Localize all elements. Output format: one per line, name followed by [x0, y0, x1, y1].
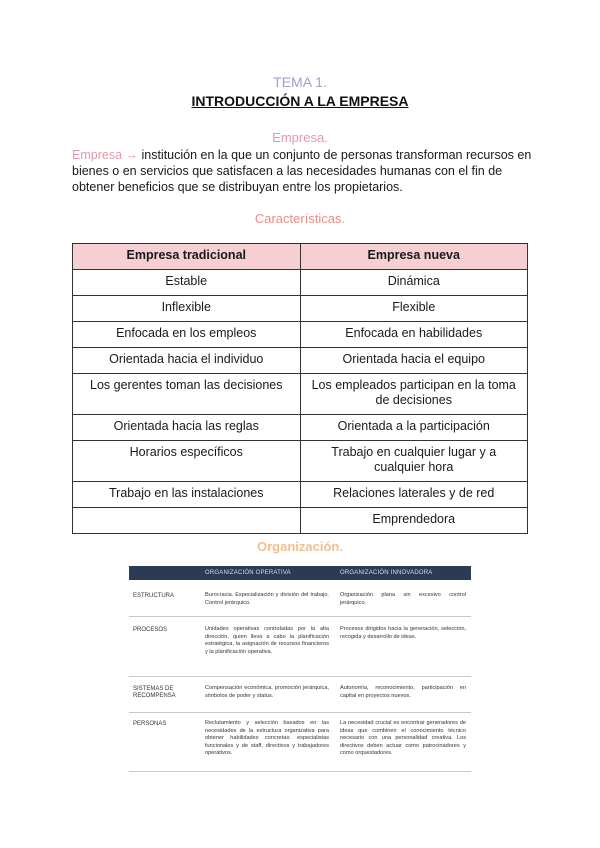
table-row [73, 508, 528, 534]
table-row [73, 296, 528, 322]
table-cell: Inflexible [73, 296, 301, 322]
table-cell: Dinámica [300, 270, 528, 296]
table-header-row [73, 244, 528, 270]
table-cell: Orientada hacia el individuo [73, 348, 301, 374]
empresa-definition [72, 147, 532, 195]
table-cell: Orientada hacia las reglas [73, 415, 301, 441]
table-cell: Enfocada en los empleos [73, 322, 301, 348]
cell-operativa: Unidades operativas controladas por la alta dirección, quien lleva a cabo la planificación estratégica, la asignación de recursos financieros y la planificación operativa. [205, 626, 329, 655]
row-divider [129, 676, 471, 677]
table-cell: Flexible [300, 296, 528, 322]
cell-innovadora: La necesidad crucial es encontrar generadores de ideas que combinen el conocimiento técnico necesario con una personalidad creativa. Los directivos deben actuar como patrocinadores y como orquestadores. [340, 720, 466, 756]
cell-operativa: Reclutamiento y selección basados en las necesidades de la estructura organizativa para obtener habilidades concretas: especialistas funcionales y de staff, directivos y trabajadores operativos. [205, 720, 329, 756]
column-header-nueva: Empresa nueva [300, 244, 528, 270]
empresa-definition-text: institución en la que un conjunto de personas transforman recursos en bienes o en servicios que satisfacen a las necesidades humanas con el fin de obtener beneficios que se distribuyan entre los propietarios. [72, 148, 532, 194]
row-divider [129, 712, 471, 713]
characteristics-table [72, 243, 528, 534]
cell-innovadora: Procesos dirigidos hacia la generación, selección, recogida y desarrollo de ideas. [340, 626, 466, 640]
cell-innovadora: Autonomía, reconocimiento, participación en capital en proyectos nuevos. [340, 685, 466, 699]
row-label-estructura: ESTRUCTURA [133, 593, 175, 599]
table-cell: Los gerentes toman las decisiones [73, 374, 301, 415]
table-cell: Emprendedora [300, 508, 528, 534]
row-label-sistemas: SISTEMAS DE RECOMPENSA [133, 686, 176, 699]
section-heading-organizacion: Organización. [257, 539, 343, 554]
figure-header-bar [129, 566, 471, 580]
table-cell: Trabajo en cualquier lugar y a cualquier hora [300, 441, 528, 482]
table-cell: Orientada a la participación [300, 415, 528, 441]
column-header-tradicional: Empresa tradicional [73, 244, 301, 270]
table-row [73, 482, 528, 508]
table-row [73, 374, 528, 415]
table-row [73, 348, 528, 374]
table-row [73, 415, 528, 441]
table-row [73, 441, 528, 482]
cell-innovadora: Organización plana sin excesivo control jerárquico. [340, 592, 466, 606]
table-cell: Enfocada en habilidades [300, 322, 528, 348]
table-cell: Relaciones laterales y de red [300, 482, 528, 508]
row-divider [129, 616, 471, 617]
cell-operativa: Compensación económica, promoción jerárquica, símbolos de poder y status. [205, 685, 329, 699]
topic-number: TEMA 1. [273, 74, 327, 90]
section-heading-caracteristicas: Características. [254, 211, 346, 226]
column-header-operativa: ORGANIZACIÓN OPERATIVA [205, 570, 291, 576]
column-header-innovadora: ORGANIZACIÓN INNOVADORA [340, 570, 433, 576]
table-cell [73, 508, 301, 534]
table-row [73, 270, 528, 296]
table-cell: Los empleados participan en la toma de decisiones [300, 374, 528, 415]
row-divider [129, 771, 471, 772]
table-cell: Orientada hacia el equipo [300, 348, 528, 374]
section-heading-empresa: Empresa. [272, 130, 328, 145]
table-cell: Estable [73, 270, 301, 296]
table-row [73, 322, 528, 348]
organization-comparison-figure [129, 566, 471, 772]
row-label-procesos: PROCESOS [133, 627, 168, 633]
table-cell: Trabajo en las instalaciones [73, 482, 301, 508]
empresa-term: Empresa → [72, 148, 138, 162]
page-title: INTRODUCCIÓN A LA EMPRESA [191, 93, 409, 109]
cell-operativa: Burocracia. Especialización y división del trabajo. Control jerárquico. [205, 592, 329, 606]
table-cell: Horarios específicos [73, 441, 301, 482]
row-label-personas: PERSONAS [133, 721, 167, 727]
